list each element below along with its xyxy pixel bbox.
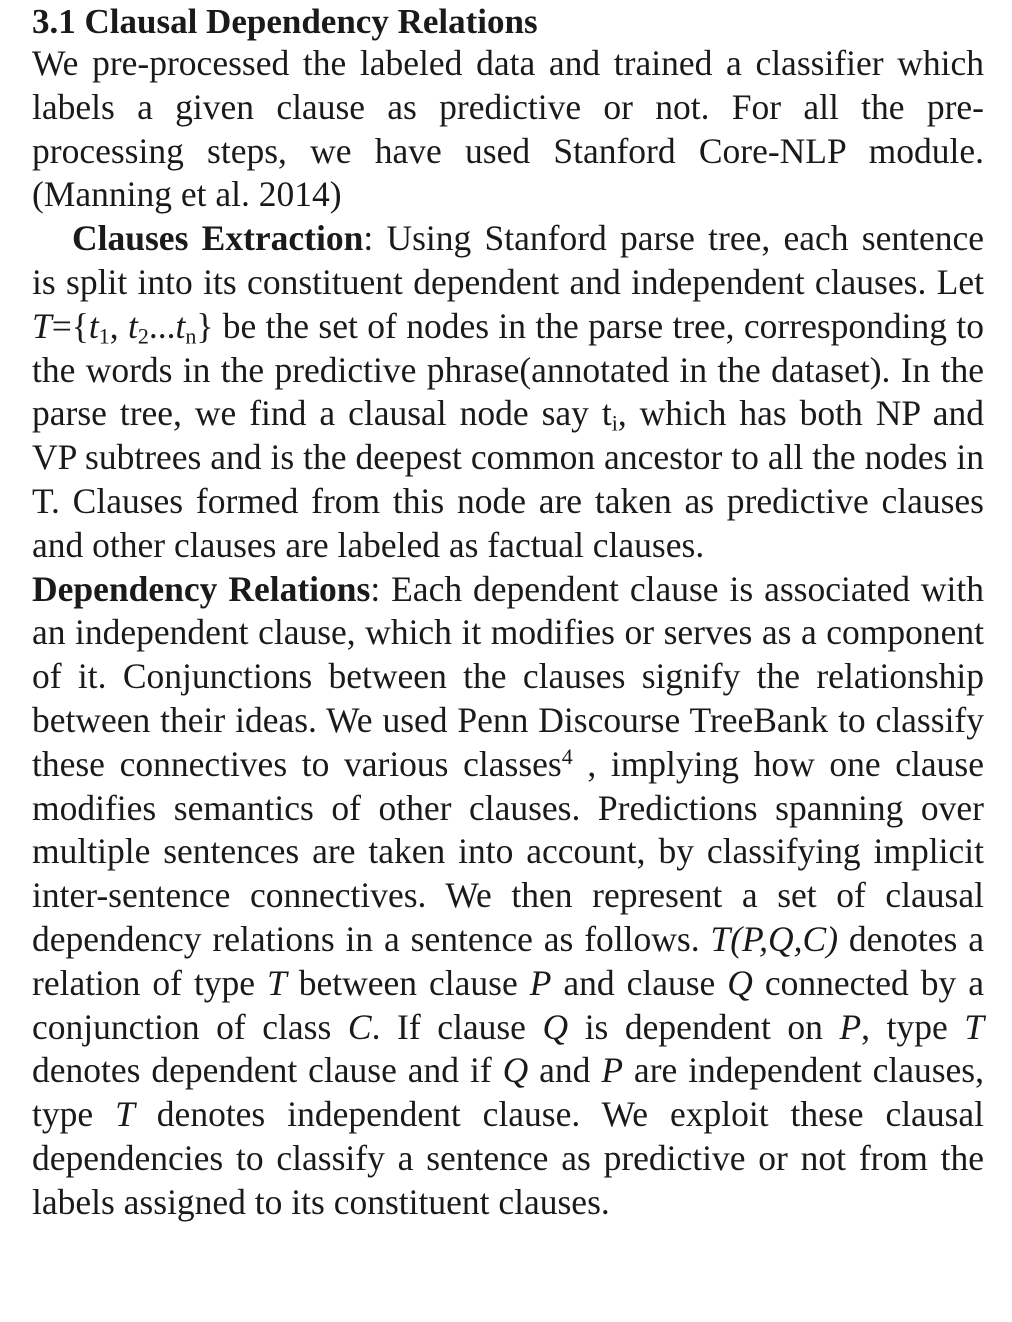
set-element-t1: t [88, 305, 99, 346]
set-comma: , [109, 305, 128, 346]
set-element-tn: t [175, 305, 186, 346]
dependency-text-13: denotes independent clause. We exploit these clausal dependencies to classify a sentence as predictive or not from the labels assigned to its constituent clauses. [32, 1094, 984, 1222]
var-P: P [529, 962, 552, 1003]
clauses-extraction-text-2: be the set of nodes in the parse tree, corresponding to the words in the predictive phrase(annotated in the dataset). In the parse tree, we find a clausal node say t [32, 305, 985, 434]
subscript-2: 2 [137, 323, 149, 349]
intro-paragraph: We pre-processed the labeled data and trained a classifier which labels a given clause as predictive or not. For all the pre-processing steps, we have used Stanford Core-NLP module. (Manning et al. 2014) [32, 43, 984, 215]
dependency-relations-heading: Dependency Relations [32, 568, 371, 609]
clauses-extraction-heading: Clauses Extraction [72, 218, 364, 259]
dependency-text-6: connected by a conjunction of class [32, 962, 984, 1047]
subscript-i: i [611, 410, 618, 436]
var-P: P [601, 1050, 624, 1091]
dependency-relations-paragraph [32, 568, 984, 1225]
set-brace-open: { [71, 305, 89, 346]
set-element-t2: t [127, 305, 138, 346]
var-T: T [115, 1094, 135, 1135]
set-equals: = [51, 305, 72, 346]
var-P: P [839, 1006, 862, 1047]
footnote-marker: 4 [561, 743, 573, 769]
set-variable: T [32, 305, 52, 346]
dependency-text-4: between clause [286, 962, 530, 1003]
clauses-extraction-text-3: , which has both NP and VP subtrees and is the deepest common ancestor to all the nodes in T. Clauses formed from this node are taken as predictive clauses and other clauses are labeled as factual clauses. [32, 393, 985, 565]
dependency-text-5: and clause [551, 962, 728, 1003]
dependency-text-12: are independent clauses, type [32, 1050, 984, 1135]
dependency-text-10: denotes dependent clause and if [32, 1050, 503, 1091]
var-T: T [267, 962, 287, 1003]
relation-notation: T(P,Q,C) [710, 918, 839, 959]
var-T: T [964, 1006, 985, 1047]
dependency-text-7: . If clause [371, 1006, 543, 1047]
set-brace-close: } [196, 305, 214, 346]
section-number: 3.1 [32, 2, 76, 41]
dependency-text-2: , implying how one clause modifies semantics of other clauses. Predictions spanning over multiple sentences are taken into account, by classifying implicit inter-sentence connectives. We then represent a set of clausal dependency relations in a sentence as follows. [32, 743, 984, 959]
clauses-extraction-text-1: : Using Stanford parse tree, each sentence is split into its constituent dependent and independent clauses. Let [32, 218, 984, 302]
set-ellipsis: ... [148, 305, 176, 346]
dependency-text-9: , type [861, 1006, 965, 1047]
dependency-text-11: and [528, 1050, 602, 1091]
dependency-text-3: denotes a relation of type [32, 918, 984, 1003]
dependency-text-1: : Each dependent clause is associated with an independent clause, which it modifies or serves as a component of it. Conjunctions between the clauses signify the relationship between their ideas. We used Penn Discourse TreeBank to classify these connectives to various classes [32, 568, 984, 784]
var-Q: Q [502, 1050, 529, 1091]
var-Q: Q [542, 1006, 569, 1047]
section-title: Clausal Dependency Relations [84, 2, 538, 41]
dependency-text-8: is dependent on [568, 1006, 840, 1047]
var-C: C [347, 1006, 372, 1047]
subscript-1: 1 [98, 323, 110, 349]
var-Q: Q [727, 962, 753, 1003]
clauses-extraction-paragraph [32, 217, 984, 567]
section-heading [32, 2, 984, 42]
subscript-n: n [185, 323, 197, 349]
